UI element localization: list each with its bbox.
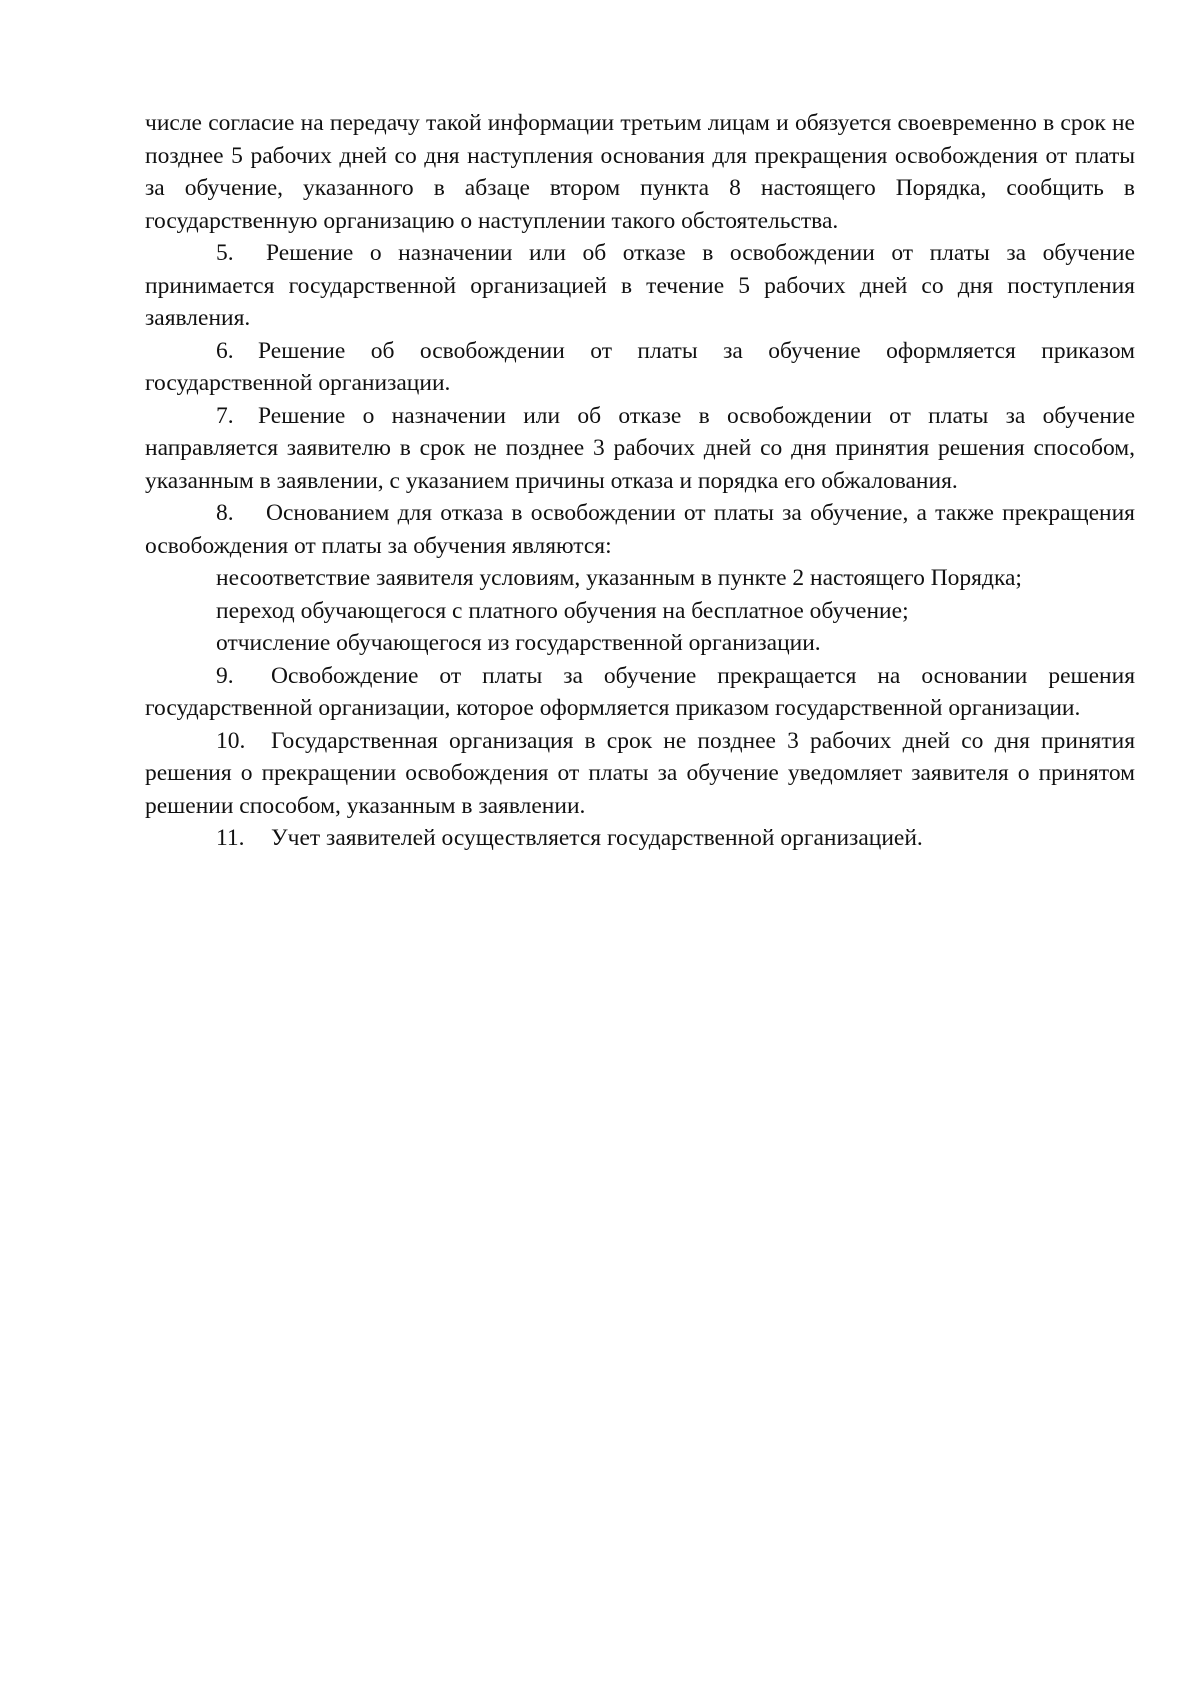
clause-number: 10. [216,727,246,754]
clause-text: Решение о назначении или об отказе в освобождении от платы за обучение направляется заявителю в срок не позднее 3 рабочих дней со дня принятия решения способом, указанным в заявлении, с указанием причины отказа и порядка его обжалования. [145,402,1135,494]
clause-text: Освобождение от платы за обучение прекращается на основании решения государственной организации, которое оформляется приказом государственной организации. [145,662,1135,721]
clause-11 [145,822,1135,855]
clause-text: Государственная организация в срок не позднее 3 рабочих дней со дня принятия решения о прекращении освобождения от платы за обучение уведомляет заявителя о принятом решении способом, указанным в заявлении. [145,727,1135,819]
clause-text: Учет заявителей осуществляется государственной организацией. [271,825,923,851]
clause-7 [145,400,1135,498]
ground-item-3: отчисление обучающегося из государственной организации. [216,630,821,656]
ground-item-2: переход обучающегося с платного обучения на бесплатное обучение; [216,597,909,624]
ground-item-1: несоответствие заявителя условиям, указанным в пункте 2 настоящего Порядка; [216,565,1022,591]
clause-text: Решение о назначении или об отказе в освобождении от платы за обучение принимается государственной организацией в течение 5 рабочих дней со дня поступления заявления. [145,240,1135,331]
clause-6 [145,335,1135,400]
clause-text: Основанием для отказа в освобождении от платы за обучение, а также прекращения освобождения от платы за обучения являются: [145,500,1135,559]
clause-number: 8. [216,500,234,526]
document-body [145,107,1135,855]
clause-8 [145,497,1135,562]
clause-9 [145,660,1135,725]
clause-number: 11. [216,825,245,851]
clause-number: 7. [216,402,234,429]
continuation-paragraph: числе согласие на передачу такой информации третьим лицам и обязуется своевременно в срок не позднее 5 рабочих дней со дня наступления основания для прекращения освобождения от платы за обучение, указанного в абзаце втором пункта 8 настоящего Порядка, сообщить в государственную организацию о наступлении такого обстоятельства. [145,110,1135,234]
clause-number: 6. [216,337,234,364]
clause-number: 5. [216,240,234,266]
clause-5 [145,237,1135,335]
clause-number: 9. [216,662,234,689]
clause-text: Решение об освобождении от платы за обучение оформляется приказом государственной организации. [145,337,1135,396]
clause-10 [145,725,1135,823]
